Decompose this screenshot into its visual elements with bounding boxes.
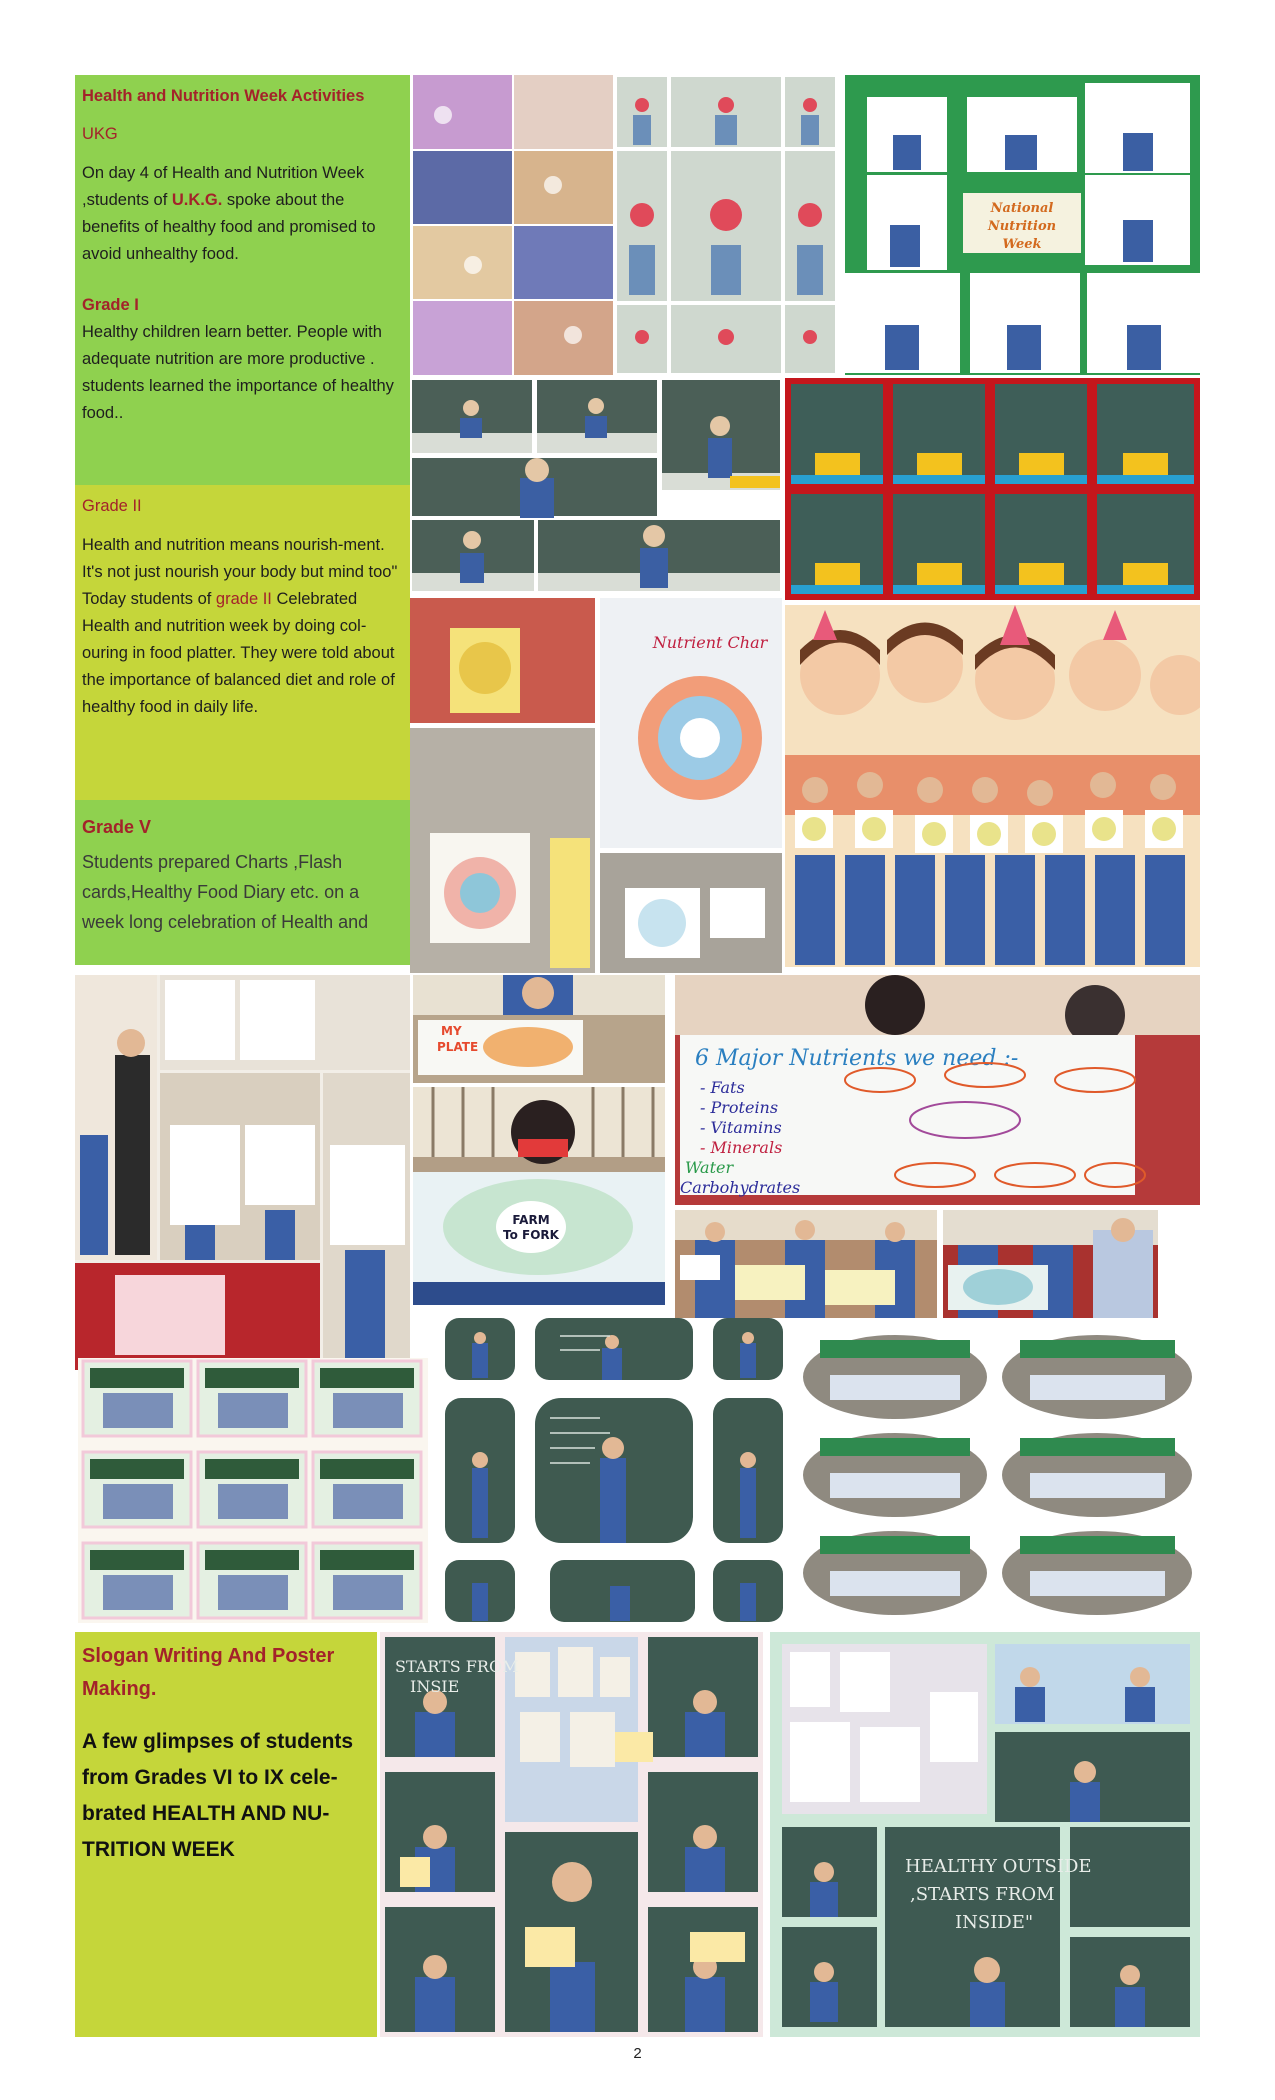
grade1-text: Healthy children learn better. People with adequate nutrition are more productive . students learned the importance of healthy food..: [82, 323, 394, 422]
grade2-food-platter-image: [410, 598, 782, 973]
grade5-charts-image: [75, 975, 410, 1370]
national-nutrition-week-image: [845, 75, 1200, 375]
grade2-para2: [82, 586, 403, 721]
grade5-flash-cards-photo-2: [943, 1210, 1158, 1318]
slogan-poster-collage-right: [770, 1632, 1200, 2037]
svg-text:INSIDE": INSIDE": [955, 1912, 1034, 1933]
slogan-heading: Slogan Writing And Poster Making.: [82, 1645, 335, 1700]
page-heading: Health and Nutrition Week Activities: [82, 87, 365, 105]
svg-text:- Vitamins: - Vitamins: [700, 1118, 782, 1137]
svg-text:Water: Water: [685, 1158, 734, 1177]
grade5-flash-cards-image-1: [675, 1210, 937, 1318]
svg-text:- Fats: - Fats: [700, 1078, 745, 1097]
slogan-poster-image-right: [770, 1632, 1200, 2037]
svg-text:6 Major Nutrients we need :-: 6 Major Nutrients we need :-: [695, 1046, 1019, 1071]
grade1-speech-collage: [410, 378, 782, 593]
grade5-text: Students prepared Charts ,Flash cards,Healthy Food Diary etc. on a week long celebration of Health and: [82, 852, 369, 932]
grade5-diary-grid: [78, 1358, 428, 1623]
svg-text:INSIE: INSIE: [410, 1677, 460, 1696]
ukg-text: [82, 160, 403, 268]
svg-text:PLATE: PLATE: [437, 1040, 479, 1054]
svg-text:STARTS FROM: STARTS FROM: [395, 1657, 519, 1676]
svg-text:,STARTS FROM: ,STARTS FROM: [910, 1884, 1055, 1905]
svg-text:FARM: FARM: [512, 1213, 550, 1227]
svg-text:HEALTHY OUTSIDE: HEALTHY OUTSIDE: [905, 1856, 1092, 1877]
national-nutrition-week-collage: [845, 75, 1200, 375]
grade5-my-plate-image: [413, 975, 665, 1083]
ukg-text-pre: On day 4 of Health and Nutrition Week ,students of: [82, 164, 365, 209]
svg-text:Nutrient Char: Nutrient Char: [652, 633, 768, 652]
grade2-cartoon-wall-image: [785, 605, 1200, 967]
grade2-label: Grade II: [82, 497, 142, 515]
grade1-label: Grade I: [82, 296, 139, 314]
ukg-photo-collage: [413, 75, 613, 375]
grade5-diary-grid-image: [78, 1358, 428, 1623]
grade2-para2-post: Celebrated Health and nutrition week by doing col-ouring in food platter. They were told about the importance of balanced diet and role of healthy food in daily life.: [82, 590, 395, 716]
chalkboard-activity-collage: [440, 1318, 785, 1628]
ukg-label: UKG: [82, 125, 118, 143]
ukg-children-grid: [615, 75, 837, 375]
chalkboard-activity-image: [440, 1318, 785, 1628]
svg-text:Nutrition: Nutrition: [987, 219, 1057, 234]
svg-text:National: National: [990, 201, 1054, 216]
grade2-para2-pre: Today students of: [82, 590, 216, 608]
svg-text:To FORK: To FORK: [503, 1228, 559, 1242]
grade2-food-platter-collage: [410, 598, 782, 973]
svg-text:MY: MY: [441, 1024, 462, 1038]
grade1-speech-image: [410, 378, 782, 593]
classroom-oval-collage: [800, 1330, 1200, 1620]
slogan-poster-collage-left: [380, 1632, 763, 2037]
svg-text:- Proteins: - Proteins: [700, 1098, 779, 1117]
slogan-text: A few glimpses of students from Grades VI to IX cele-brated HEALTH AND NU-TRITION WEEK: [82, 1730, 354, 1861]
ukg-text-highlight: U.K.G.: [171, 191, 223, 209]
grade5-flash-cards-image-2: [943, 1210, 1158, 1318]
grade5-nutrients-chart-image: [675, 975, 1200, 1205]
page-number: 2: [633, 2045, 642, 2062]
grade2-panel: [75, 485, 410, 800]
grade5-farm-to-fork-image: [413, 1087, 665, 1305]
svg-text:- Minerals: - Minerals: [700, 1138, 783, 1157]
ukg-text-post: spoke about the benefits of healthy food and promised to avoid unhealthy food.: [82, 191, 376, 263]
grade5-label: Grade V: [82, 817, 152, 837]
grade5-panel: [75, 800, 410, 965]
ukg-grade1-panel: [75, 75, 410, 485]
classroom-oval-image: [800, 1330, 1200, 1620]
ukg-collage-image: [413, 75, 613, 375]
grade5-farm-to-fork-photo: [413, 1087, 665, 1305]
slogan-poster-image-left: [380, 1632, 763, 2037]
grade5-my-plate-photo: [413, 975, 665, 1083]
svg-text:Carbohydrates: Carbohydrates: [680, 1178, 801, 1197]
ukg-children-grid-image: [615, 75, 837, 375]
svg-text:Week: Week: [1002, 237, 1042, 252]
slogan-panel: [75, 1632, 377, 2037]
grade2-cartoon-wall-photo: [785, 605, 1200, 967]
grade2-para1: Health and nutrition means nourish-ment. It's not just nourish your body but mind too": [82, 536, 398, 581]
grade1-red-frame-collage: [785, 378, 1200, 600]
grade2-para2-highlight: grade II: [215, 590, 272, 608]
grade5-flash-cards-photo-1: [675, 1210, 937, 1318]
grade1-red-frame-image: [785, 378, 1200, 600]
grade5-charts-collage: [75, 975, 410, 1370]
grade5-nutrients-chart-photo: [675, 975, 1200, 1205]
